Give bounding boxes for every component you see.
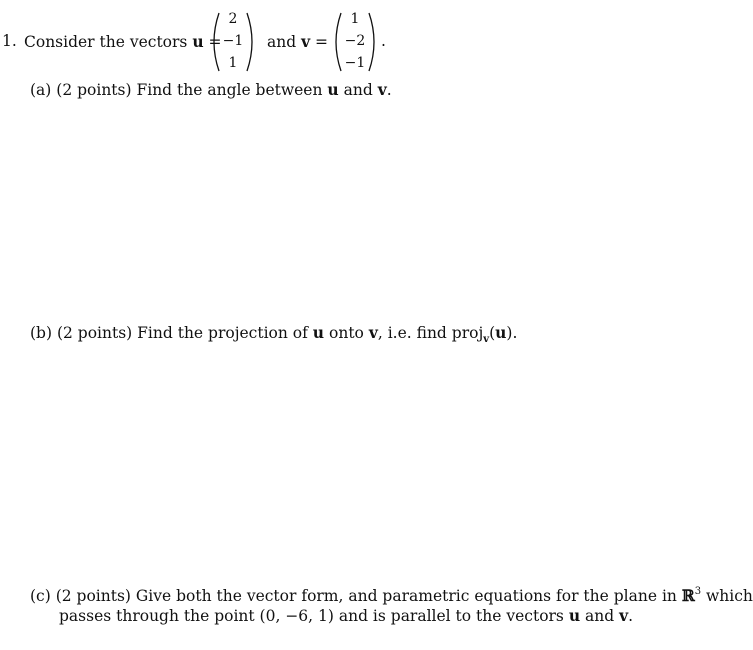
- part-c-end: .: [628, 607, 634, 625]
- r-space: ℝ: [681, 586, 695, 605]
- equals-sign: =: [208, 33, 222, 51]
- proj-arg-u: u: [495, 323, 507, 342]
- part-a: [30, 82, 392, 99]
- vector-v-entry-2: −2: [344, 33, 366, 49]
- part-a-text: Find the angle between: [136, 81, 323, 99]
- and-v-equals: [267, 34, 328, 51]
- part-c-line-1: [30, 587, 753, 605]
- equals-sign-2: =: [315, 33, 329, 51]
- vector-v: [332, 11, 378, 73]
- part-c-which: which: [706, 587, 753, 605]
- part-a-v: v: [377, 80, 387, 99]
- vector-u-entry-2: −1: [222, 33, 244, 49]
- part-b-text: Find the projection of: [137, 324, 308, 342]
- part-c-text-2: passes through the point (0, −6, 1) and is parallel to the vectors: [59, 607, 564, 625]
- proj-open: (: [489, 324, 496, 342]
- statement-period: .: [381, 32, 386, 50]
- v-symbol: v: [301, 32, 311, 51]
- u-symbol: u: [192, 32, 204, 51]
- part-b-onto: onto: [329, 324, 364, 342]
- vector-u-entry-3: 1: [228, 55, 238, 71]
- part-c-line-2: [59, 608, 633, 625]
- part-a-and: and: [343, 81, 373, 99]
- part-a-label: (a): [30, 81, 52, 99]
- part-c-u: u: [568, 606, 581, 625]
- problem-number: 1.: [2, 32, 17, 50]
- problem-intro: [24, 34, 222, 51]
- proj-subscript: v: [483, 334, 490, 345]
- part-c-text-1: Give both the vector form, and parametric equations for the plane in: [135, 587, 677, 605]
- part-a-points: (2 points): [56, 81, 132, 99]
- vector-v-entry-3: −1: [344, 55, 366, 71]
- part-b-ie: , i.e. find proj: [377, 324, 484, 342]
- part-b-v: v: [368, 323, 378, 342]
- part-c-v: v: [619, 606, 629, 625]
- part-c-points: (2 points): [55, 587, 131, 605]
- part-b-label: (b): [30, 324, 53, 342]
- vector-u: [210, 11, 256, 73]
- vector-v-entry-1: 1: [350, 11, 360, 27]
- proj-close: ).: [506, 324, 518, 342]
- part-a-u: u: [327, 80, 339, 99]
- intro-text: Consider the vectors: [24, 33, 188, 51]
- part-c-label: (c): [30, 587, 51, 605]
- part-b-u: u: [312, 323, 325, 342]
- vector-u-entry-1: 2: [228, 11, 238, 27]
- part-b-points: (2 points): [56, 324, 133, 342]
- part-b: [30, 325, 517, 345]
- r-space-exponent: 3: [694, 586, 702, 597]
- part-a-end: .: [386, 81, 392, 99]
- part-c-and: and: [585, 607, 615, 625]
- and-text: and: [267, 33, 297, 51]
